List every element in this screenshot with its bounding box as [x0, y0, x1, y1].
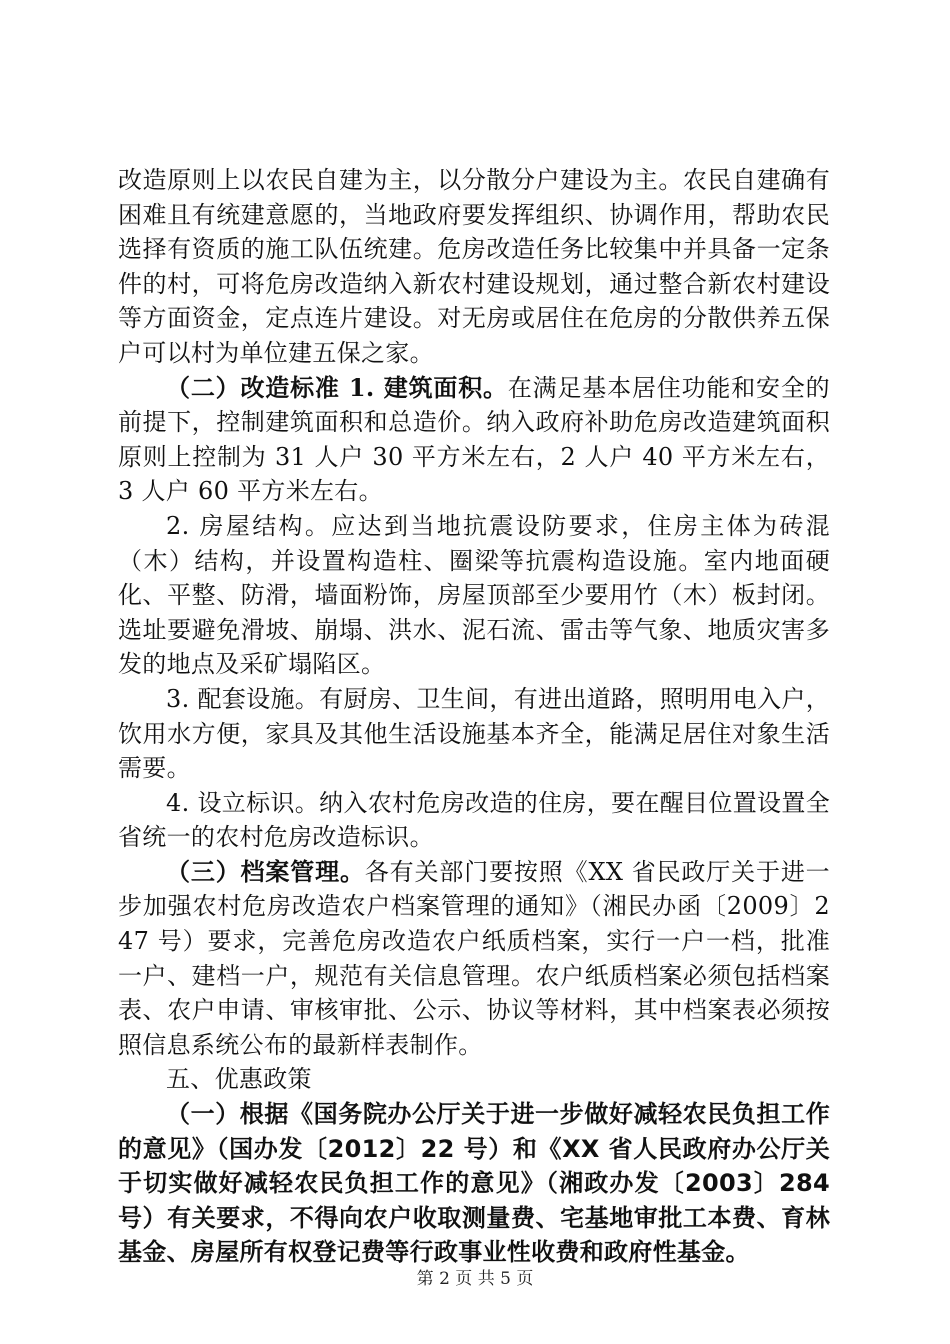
paragraph-renovation-standard-body: 在满足基本居住功能和安全的前提下，控制建筑面积和总造价。纳入政府补助危房改造建筑面积原则上控制为 31 人户 30 平方米左右，2 人户 40 平方米左右，3 人户 60 平方米左右。	[118, 373, 830, 506]
paragraph-archive-management	[118, 855, 830, 1063]
page-footer: 第 2 页 共 5 页	[416, 1269, 534, 1289]
document-body	[118, 163, 830, 1270]
paragraph-house-structure: 2. 房屋结构。应达到当地抗震设防要求，住房主体为砖混（木）结构，并设置构造柱、圈梁等抗震构造设施。室内地面硬化、平整、防滑，墙面粉饰，房屋顶部至少要用竹（木）板封闭。选址要避免滑坡、崩塌、洪水、泥石流、雷击等气象、地质灾害多发的地点及采矿塌陷区。	[118, 511, 830, 679]
paragraph-archive-management-body: 各有关部门要按照《XX 省民政厅关于进一步加强农村危房改造农户档案管理的通知》（湘民办函〔2009〕247 号）要求，完善危房改造农户纸质档案，实行一户一档，批准一户、建档一户，规范有关信息管理。农户纸质档案必须包括档案表、农户申请、审核审批、公示、协议等材料，其中档案表必须按照信息系统公布的最新样表制作。	[118, 857, 830, 1059]
section-heading-archive-management: （三）档案管理。	[166, 856, 365, 886]
section-heading-renovation-standard: （二）改造标准 1. 建筑面积。	[166, 372, 508, 402]
paragraph-renovation-standard	[118, 371, 830, 509]
paragraph-construction-principle: 改造原则上以农民自建为主，以分散分户建设为主。农民自建确有困难且有统建意愿的，当地政府要发挥组织、协调作用，帮助农民选择有资质的施工队伍统建。危房改造任务比较集中并具备一定条件的村，可将危房改造纳入新农村建设规划，通过整合新农村建设等方面资金，定点连片建设。对无房或居住在危房的分散供养五保户可以村为单位建五保之家。	[118, 166, 830, 367]
paragraph-signage: 4. 设立标识。纳入农村危房改造的住房，要在醒目位置设置全省统一的农村危房改造标识。	[118, 788, 830, 852]
paragraph-fee-exemption: （一）根据《国务院办公厅关于进一步做好减轻农民负担工作的意见》（国办发〔2012〕22 号）和《XX 省人民政府办公厅关于切实做好减轻农民负担工作的意见》（湘政办发〔2003〕284 号）有关要求，不得向农户收取测量费、宅基地审批工本费、育林基金、房屋所有权登记费等行政事业性收费和政府性基金。	[118, 1100, 830, 1267]
section-heading-preferential-policy: 五、优惠政策	[166, 1065, 312, 1094]
paragraph-supporting-facilities: 3. 配套设施。有厨房、卫生间，有进出道路，照明用电入户，饮用水方便，家具及其他生活设施基本齐全，能满足居住对象生活需要。	[118, 684, 830, 783]
